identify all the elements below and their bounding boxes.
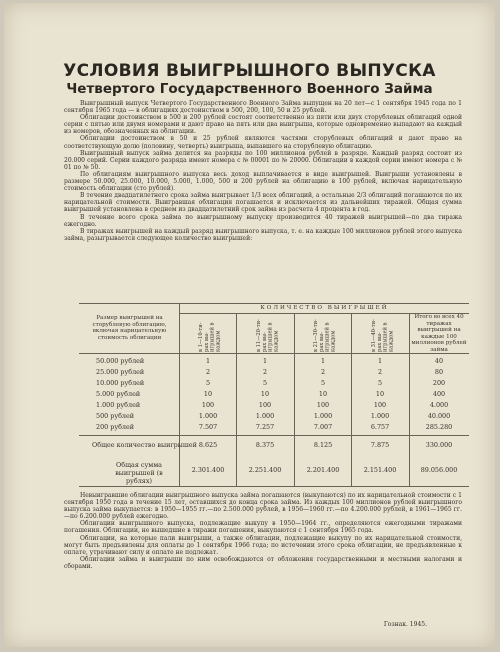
table-cell: 10 (318, 390, 328, 398)
table-cell: 2 (320, 368, 326, 376)
table-cell: 1.000 (370, 412, 390, 420)
column-header-total: Итого во всех 40 тиражах выигрышей на каждые 100 миллионов рублей займа (411, 314, 467, 353)
table-cell: 4.000 (429, 401, 449, 409)
table-cell: 1 (377, 357, 383, 365)
table-cell: 100 (316, 401, 330, 409)
paragraph: В тиражах выигрышей на каждый разряд выигрышного выпуска, т. е. на каждые 100 миллионов рублей этого выпуска займа, разыгрывается следующее количество выигрышей: (64, 227, 462, 242)
table-cell: 1.000 (255, 412, 275, 420)
paragraph: Невыигравшие облигации выигрышного выпуска займа погашаются (выкупаются) по их нарицательной стоимости с 1 сентября 1950 года в течение 15 лет, оставшихся до конца срока займа. Из каждых 100 миллионов рублей выигрышного выпуска займа выкупается: в 1950—1955 гг.—по 2.500.000 рублей, в 1956—1960 гг.—по 4.200.000 рублей, в 1961—1965 гг.—по 6.200.000 рублей ежегодно. (64, 492, 462, 521)
table-header-left: Размер выигрышей на стоpублевую облигацию, включая нарицательную стоимость облигации (92, 315, 167, 341)
table-cell: 80 (434, 368, 444, 376)
table-cell: 7.007 (313, 423, 333, 431)
table-cell: 2.201.400 (306, 466, 340, 474)
table-cell: 2.251.400 (248, 466, 282, 474)
column-header: в 11—20-ти-рах вы-игрышей в каждом (256, 319, 280, 352)
row-label: 500 рублей (96, 412, 135, 420)
total-sum-label: Общая сумма выигрышей (в рублях) (115, 461, 163, 485)
paragraph: Облигации займа и выигрыши по ним освобождаются от обложения государственными и местными налогами и сборами. (64, 555, 462, 570)
table-cell: 2.151.400 (363, 466, 397, 474)
paragraph: Облигации достоинством в 500 и 200 рублей состоят соответственно из пяти или двух сторублевых облигаций одной серии с пятью или двумя номерами и дают право на пять или два выигрыша, которые одновременно выпадают на каждый из номеров, обозначенных на облигации. (64, 114, 462, 136)
table-cell: 7.507 (198, 423, 218, 431)
row-label: 25.000 рублей (96, 368, 145, 376)
column-header: в 21—30-ти-рах вы-игрышей в каждом (313, 319, 337, 352)
table-cell: 40 (434, 357, 444, 365)
row-label: 200 рублей (96, 423, 135, 431)
row-label: 1.000 рублей (96, 401, 141, 409)
table-cell: 2.301.400 (191, 466, 225, 474)
table-cell: 100 (201, 401, 215, 409)
paragraph: В течение всего срока займа по выигрышному выпуску производится 40 тиражей выигрышей—по два тиража ежегодно. (64, 213, 462, 228)
table-cell: 6.757 (370, 423, 390, 431)
table-cell: 5 (320, 379, 326, 387)
table-cell: 200 (432, 379, 446, 387)
paragraph: В течение двадцатилетнего срока займа выигрывает 1/3 всех облигаций, а остальные 2/3 облигаций погашаются по их нарицательной стоимости. Выигравшая облигация погашается и исключается из дальнейших тиражей. Общая сумма выигрышей установлена в среднем из двадцатилетний срок займа из расчета 4 процента в год. (64, 192, 462, 214)
table-cell: 7.875 (370, 441, 390, 449)
table-cell: 100 (258, 401, 272, 409)
column-header: в 31—40-ти-рах вы-игрышей в каждом (371, 319, 395, 352)
paragraph: Облигации выигрышного выпуска, подлежащие выкупу в 1950—1964 гг., определяются ежегодными тиражами погашения. Облигации, не вышедшие в тиражи погашения, выкупаются с 1 сентября 1965 года. (64, 520, 462, 535)
table-cell: 5 (262, 379, 268, 387)
table-cell: 89.056.000 (420, 466, 458, 474)
column-header: в 1—10-ти-рах вы-игрышей в каждом (198, 322, 222, 352)
table-cell: 10 (375, 390, 385, 398)
paragraph: Выигрышный выпуск Четвертого Государственного Военного Займа выпущен на 20 лет—с 1 сентября 1945 года по 1 сентября 1965 года — в облигациях достоинством в 500, 200, 100, 50 и 25 рублей. (64, 100, 462, 115)
outro-text (64, 492, 462, 570)
table-cell: 5 (205, 379, 211, 387)
table-cell: 10 (260, 390, 270, 398)
table-cell: 2 (205, 368, 211, 376)
document-subtitle: Четвертого Государственного Военного Займа (66, 81, 433, 97)
total-count-label: Общее количество выигрышей (92, 441, 197, 449)
table-cell: 400 (432, 390, 446, 398)
table-cell: 8.125 (313, 441, 333, 449)
paragraph: Выигрышный выпуск займа делится на разряды по 100 миллионов рублей в разряде. Каждый разряд состоит из 20.000 серий. Серии каждого разряда имеют номера с № 00001 по № 20000. Облигации в каждой серии имеют номера с № 01 по № 50. (64, 149, 462, 171)
table-cell: 1 (205, 357, 211, 365)
paragraph: По облигациям выигрышного выпуска весь доход выплачивается в виде выигрышей. Выигрыши установлены в размере 50.000, 25.000, 10.000, 5.000, 1.000, 500 и 200 рублей на облигацию в 100 рублей, включая нарицательную стоимость облигации (сто рублей). (64, 170, 462, 193)
table-cell: 1 (320, 357, 326, 365)
table-cell: 100 (373, 401, 387, 409)
table-cell: 285.280 (425, 423, 453, 431)
table-header-group: КОЛИЧЕСТВО ВЫИГРЫШЕЙ (260, 305, 389, 311)
table-cell: 8.625 (198, 441, 218, 449)
table-cell: 40.000 (427, 412, 451, 420)
table-cell: 1 (262, 357, 268, 365)
table-cell: 10 (203, 390, 213, 398)
table-cell: 1.000 (313, 412, 333, 420)
row-label: 10.000 рублей (96, 379, 145, 387)
table-cell: 5 (377, 379, 383, 387)
table-cell: 1.000 (198, 412, 218, 420)
intro-text (64, 100, 462, 242)
paragraph: Облигации достоинством в 50 и 25 рублей являются частями сторублевых облигаций и дают право на соответствующую долю (половину, четверть) выигрыша, выпавшего на стоpублевую облигацию. (64, 135, 462, 150)
document-title: УСЛОВИЯ ВЫИГРЫШНОГО ВЫПУСКА (63, 61, 436, 81)
row-label: 5.000 рублей (96, 390, 141, 398)
table-cell: 2 (262, 368, 268, 376)
document-sheet (4, 3, 495, 647)
table-cell: 330.000 (425, 441, 453, 449)
table-cell: 7.257 (255, 423, 275, 431)
row-label: 50.000 рублей (96, 357, 145, 365)
table-cell: 2 (377, 368, 383, 376)
paragraph: Облигации, на которые пали выигрыши, а также облигации, подлежащие выкупу по их нарицательной стоимости, могут быть предъявлены для оплаты до 1 сентября 1966 года; по истечении этого срока облигации, не предъявленные к оплате, утрачивают силу и оплате не подлежат. (64, 534, 462, 556)
table-cell: 8.375 (255, 441, 275, 449)
footer-imprint: Гознак. 1945. (383, 621, 427, 628)
